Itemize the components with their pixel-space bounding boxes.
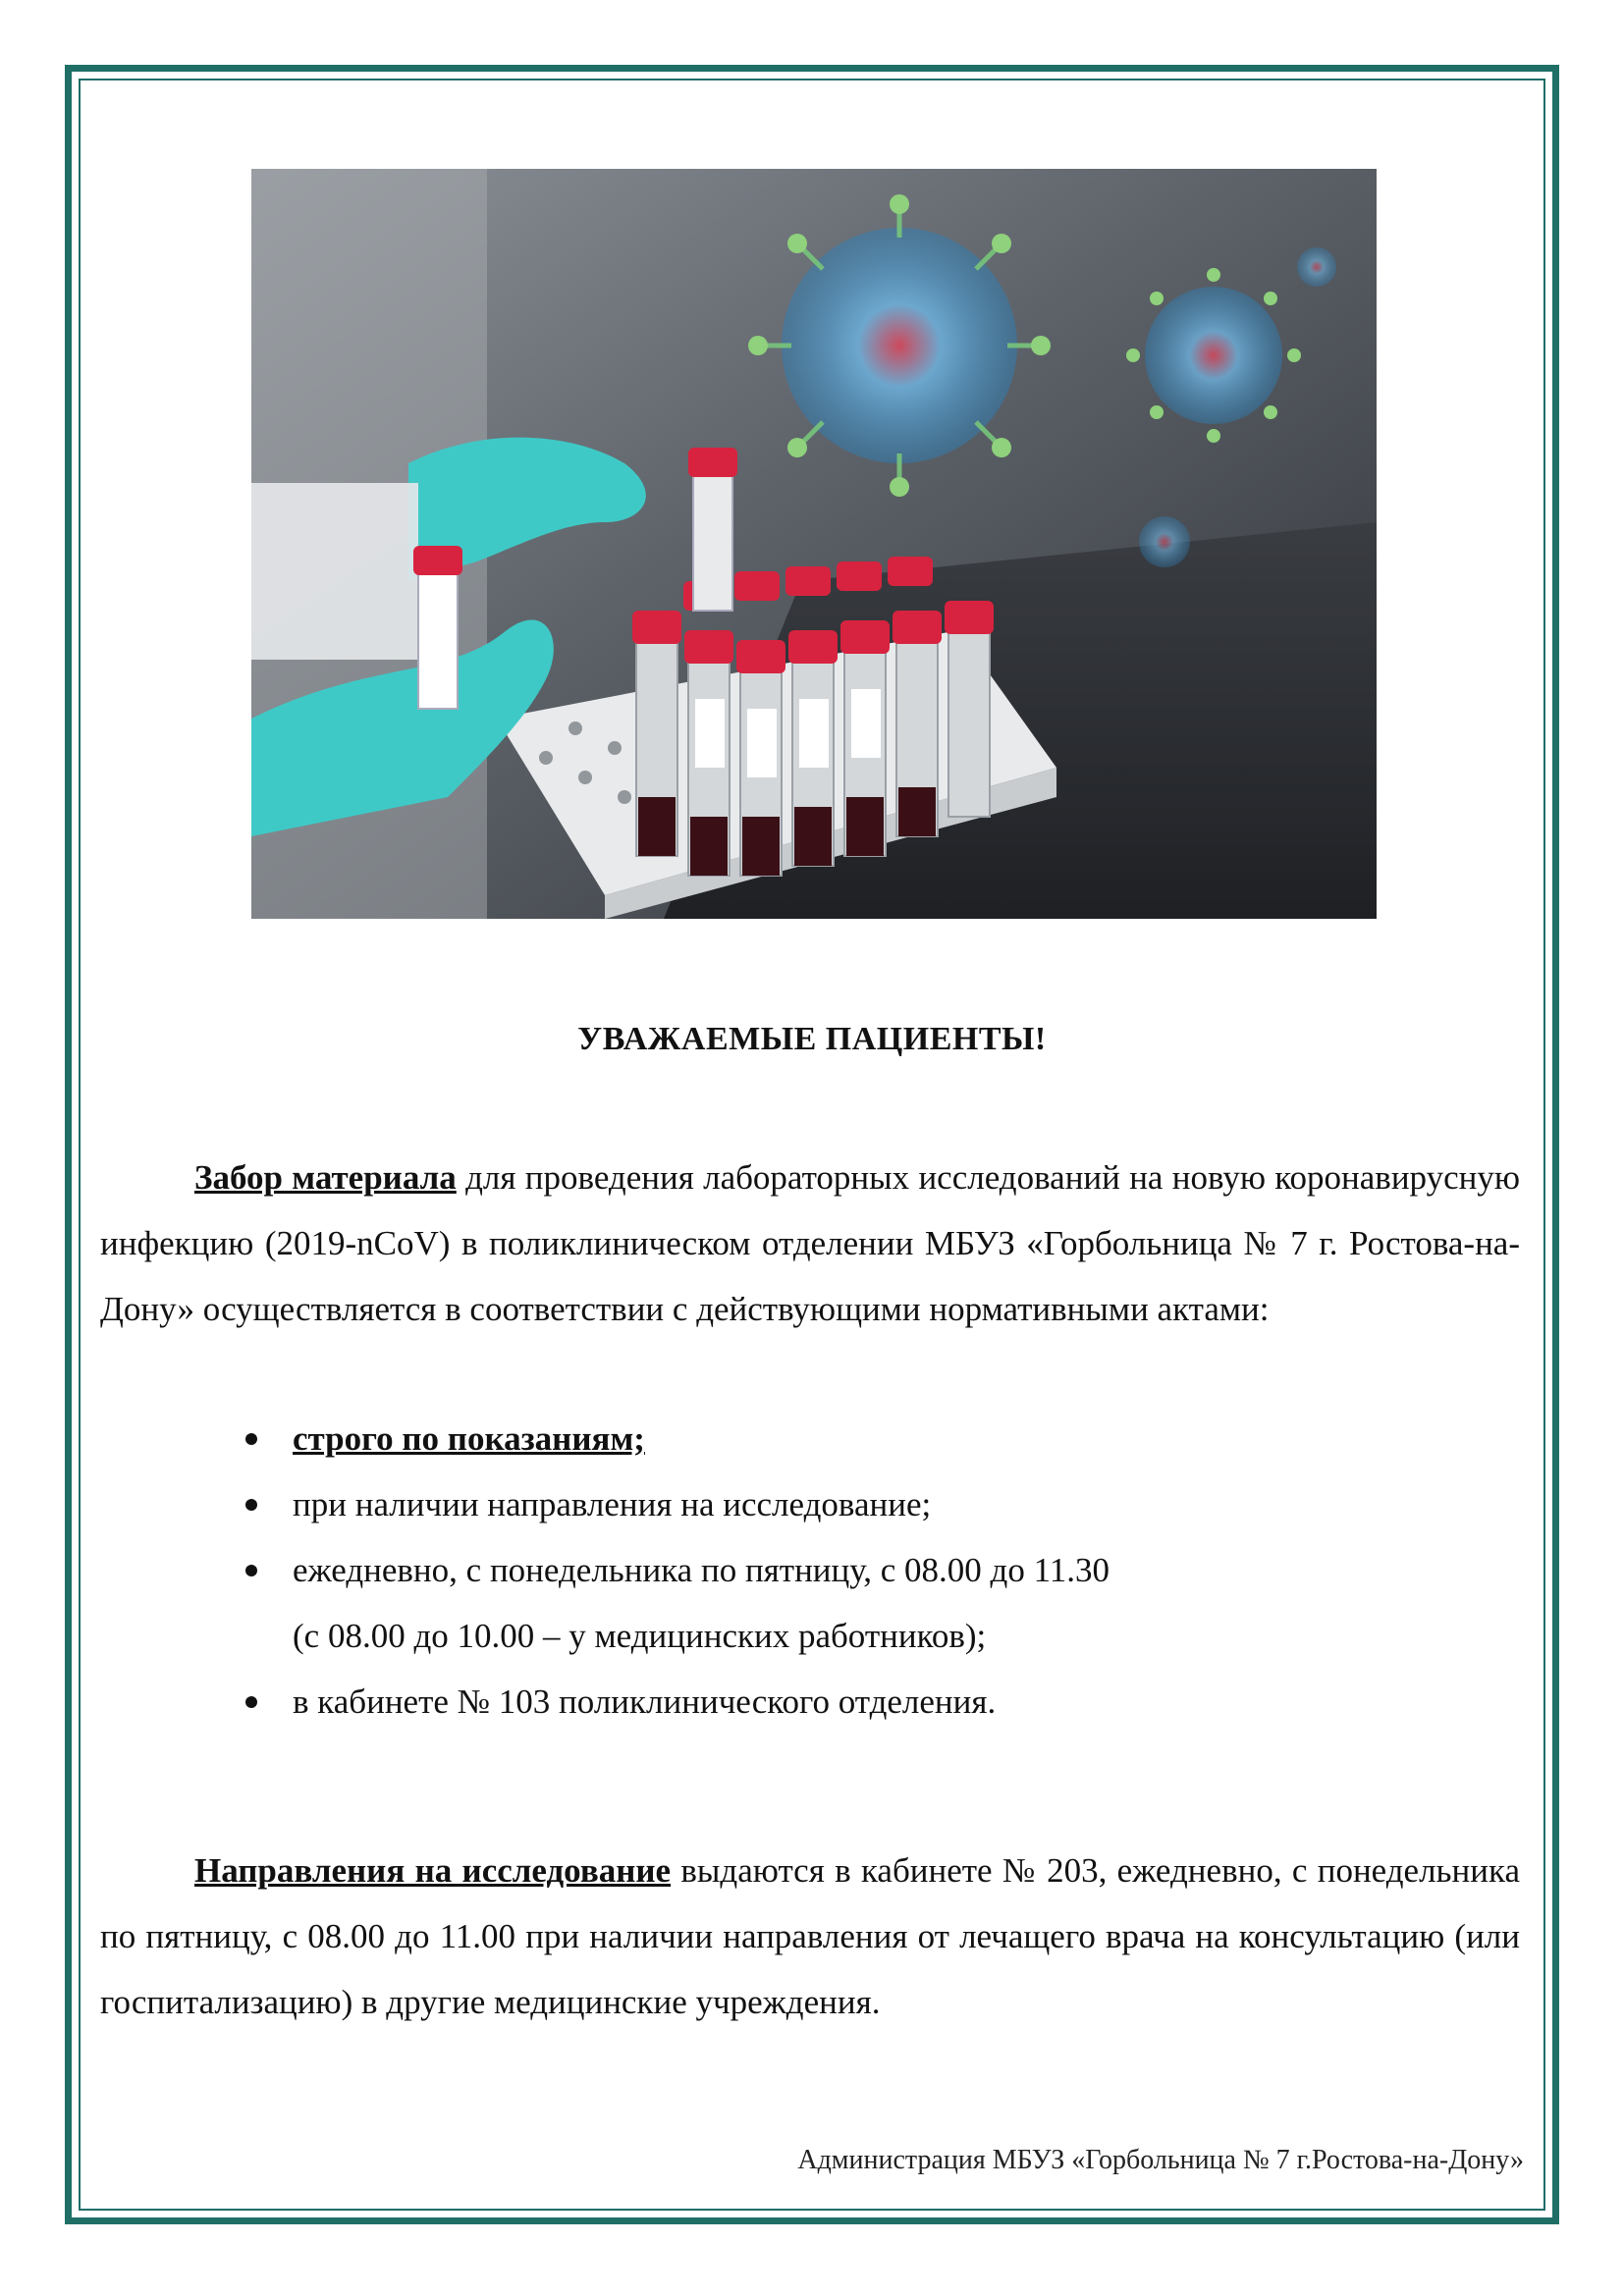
referral-text: выдаются в кабинете № 203, ежедневно, с понедельника по пятницу, с 08.00 до 11.00 при наличии направления от лечащего врача на консультацию (или госпитализацию) в другие медицинские учреждения. [100,1851,1520,2021]
bullet-icon [245,1433,257,1445]
bullet-icon [245,1565,257,1576]
list-item-text: ежедневно, с понедельника по пятницу, с 08.00 до 11.30 [293,1551,1110,1589]
conditions-list [245,1406,1522,1735]
list-item-text: при наличии направления на исследование; [293,1485,932,1523]
referral-lead: Направления на исследование [194,1851,672,1890]
bullet-icon [245,1499,257,1511]
lab-photo-test-tubes-coronavirus [251,169,1377,919]
list-item-text: строго по показаниям; [293,1419,645,1458]
list-item [245,1406,1522,1471]
referral-paragraph [100,1838,1520,2035]
bullet-icon [245,1696,257,1708]
intro-paragraph [100,1145,1520,1342]
lab-photo-illustration [251,169,1377,919]
intro-text: для проведения лабораторных исследований на новую коронавирусную инфекцию (2019-nCoV) в поликлиническом отделении МБУЗ «Горбольница № 7 г. Ростова-на-Дону» осуществляется в соответствии с действующими нормативными актами: [100,1158,1520,1328]
list-item-text: в кабинете № 103 поликлинического отделения. [293,1682,997,1721]
list-item [245,1471,1522,1537]
list-item [245,1537,1522,1669]
virus-large-icon [748,194,1051,497]
list-item [245,1669,1522,1735]
page-title: УВАЖАЕМЫЕ ПАЦИЕНТЫ! [577,1021,1047,1057]
signature: Администрация МБУЗ «Горбольница № 7 г.Ростова-на-Дону» [797,2145,1524,2175]
intro-lead: Забор материала [194,1158,457,1197]
list-item-continuation: (с 08.00 до 10.00 – у медицинских работников); [293,1617,987,1655]
